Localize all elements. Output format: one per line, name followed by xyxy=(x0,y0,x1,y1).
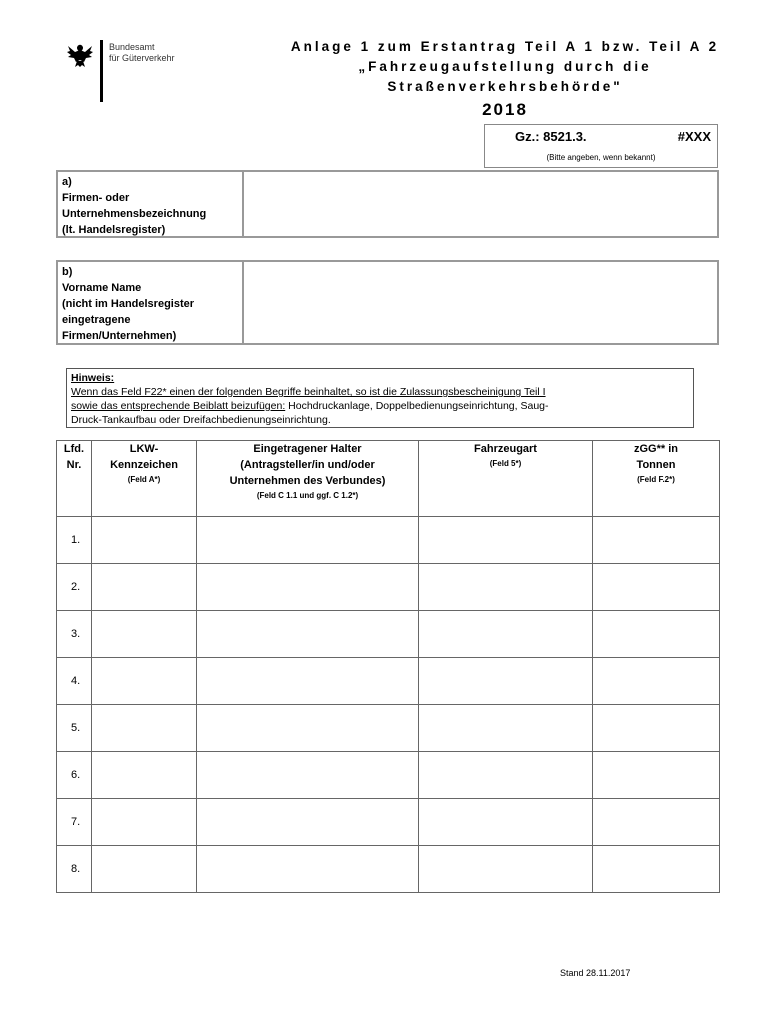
col-header-holder xyxy=(197,441,419,517)
col-header-vehicle-type xyxy=(419,441,593,517)
row-number: 3. xyxy=(57,611,92,658)
holder-cell[interactable] xyxy=(197,799,419,846)
table-row xyxy=(57,846,720,893)
company-name-field[interactable] xyxy=(244,172,717,236)
vehicle-type-cell[interactable] xyxy=(419,705,593,752)
plate-cell[interactable] xyxy=(92,564,197,611)
notice-title: Hinweis: xyxy=(71,372,115,384)
notice-line-3: Druck-Tankaufbau oder Dreifachbedienungseinrichtung. xyxy=(71,414,331,426)
holder-cell[interactable] xyxy=(197,611,419,658)
vehicle-type-cell[interactable] xyxy=(419,752,593,799)
header-line: LKW- xyxy=(129,443,159,455)
federal-eagle-icon xyxy=(66,40,94,68)
table-row xyxy=(57,752,720,799)
holder-cell[interactable] xyxy=(197,517,419,564)
logo-line-2: für Güterverkehr xyxy=(109,53,175,63)
notice-line-2 xyxy=(71,399,689,413)
plate-cell[interactable] xyxy=(92,799,197,846)
holder-cell[interactable] xyxy=(197,564,419,611)
holder-cell[interactable] xyxy=(197,752,419,799)
row-number: 4. xyxy=(57,658,92,705)
row-number: 8. xyxy=(57,846,92,893)
plate-cell[interactable] xyxy=(92,611,197,658)
row-number: 5. xyxy=(57,705,92,752)
header-line: Unternehmen des Verbundes) xyxy=(229,475,386,487)
company-name-section xyxy=(56,170,719,238)
label-line: (nicht im Handelsregister xyxy=(62,298,195,310)
weight-cell[interactable] xyxy=(593,799,720,846)
gz-hint: (Bitte angeben, wenn bekannt) xyxy=(546,153,656,162)
agency-logo xyxy=(66,40,206,102)
row-number: 2. xyxy=(57,564,92,611)
vehicle-type-cell[interactable] xyxy=(419,611,593,658)
notice-line-2-text: Hochdruckanlage, Doppelbedienungseinrichtung, Saug- xyxy=(285,400,549,412)
header-line: (Antragsteller/in und/oder xyxy=(240,459,375,471)
header-line: Eingetragener Halter xyxy=(253,443,362,455)
title-line-3: Straßenverkehrsbehörde" xyxy=(387,79,623,94)
vehicle-table xyxy=(56,440,720,893)
notice-line-2-underlined: sowie das entsprechende Beiblatt beizufügen: xyxy=(71,400,286,412)
header-line: Nr. xyxy=(66,459,82,471)
logo-text xyxy=(109,42,175,64)
plate-cell[interactable] xyxy=(92,517,197,564)
label-line: a) xyxy=(62,176,72,188)
table-row xyxy=(57,705,720,752)
holder-cell[interactable] xyxy=(197,846,419,893)
weight-cell[interactable] xyxy=(593,517,720,564)
table-row xyxy=(57,658,720,705)
table-row xyxy=(57,799,720,846)
document-title xyxy=(285,37,725,97)
label-line: b) xyxy=(62,266,73,278)
person-name-field[interactable] xyxy=(244,262,717,343)
gz-number-field[interactable]: #XXX xyxy=(677,129,711,144)
revision-date: Stand 28.11.2017 xyxy=(560,968,631,978)
weight-cell[interactable] xyxy=(593,705,720,752)
person-name-section xyxy=(56,260,719,345)
vehicle-type-cell[interactable] xyxy=(419,517,593,564)
header-line: Lfd. xyxy=(63,443,85,455)
row-number: 1. xyxy=(57,517,92,564)
col-header-number xyxy=(57,441,92,517)
header-sub: (Feld F.2*) xyxy=(637,475,675,484)
holder-cell[interactable] xyxy=(197,705,419,752)
col-header-plate xyxy=(92,441,197,517)
holder-cell[interactable] xyxy=(197,658,419,705)
label-line: Firmen/Unternehmen) xyxy=(62,330,177,342)
title-line-1: Anlage 1 zum Erstantrag Teil A 1 bzw. Teil A 2 xyxy=(290,39,720,54)
vehicle-type-cell[interactable] xyxy=(419,564,593,611)
header-sub: (Feld C 1.1 und ggf. C 1.2*) xyxy=(256,491,359,500)
gz-label: Gz.: 8521.3. xyxy=(515,129,587,144)
table-row xyxy=(57,564,720,611)
weight-cell[interactable] xyxy=(593,564,720,611)
row-number: 6. xyxy=(57,752,92,799)
label-line: Unternehmensbezeichnung xyxy=(62,208,207,220)
company-name-label xyxy=(58,172,244,236)
logo-line-1: Bundesamt xyxy=(109,42,155,52)
table-row xyxy=(57,517,720,564)
weight-cell[interactable] xyxy=(593,752,720,799)
table-row xyxy=(57,611,720,658)
weight-cell[interactable] xyxy=(593,611,720,658)
title-line-2: „Fahrzeugaufstellung durch die xyxy=(358,59,652,74)
header-line: Fahrzeugart xyxy=(474,443,537,455)
header-line: Kennzeichen xyxy=(110,459,178,471)
label-line: Vorname Name xyxy=(62,282,142,294)
vehicle-type-cell[interactable] xyxy=(419,846,593,893)
plate-cell[interactable] xyxy=(92,846,197,893)
vehicle-type-cell[interactable] xyxy=(419,799,593,846)
plate-cell[interactable] xyxy=(92,658,197,705)
plate-cell[interactable] xyxy=(92,705,197,752)
weight-cell[interactable] xyxy=(593,846,720,893)
document-year: 2018 xyxy=(482,100,528,119)
header-line: zGG** in xyxy=(633,443,678,455)
label-line: (lt. Handelsregister) xyxy=(62,224,166,236)
notice-line-1: Wenn das Feld F22* einen der folgenden Begriffe beinhaltet, so ist die Zulassungsbescheinigung Teil I xyxy=(71,386,546,398)
table-header-row xyxy=(57,441,720,517)
header-sub: (Feld 5*) xyxy=(489,459,522,468)
notice-box xyxy=(66,368,694,428)
header-line: Tonnen xyxy=(636,459,676,471)
col-header-weight xyxy=(593,441,720,517)
header-sub: (Feld A*) xyxy=(127,475,161,484)
weight-cell[interactable] xyxy=(593,658,720,705)
vehicle-type-cell[interactable] xyxy=(419,658,593,705)
person-name-label xyxy=(58,262,244,343)
row-number: 7. xyxy=(57,799,92,846)
label-line: eingetragene xyxy=(62,314,131,326)
plate-cell[interactable] xyxy=(92,752,197,799)
logo-divider xyxy=(100,40,103,102)
label-line: Firmen- oder xyxy=(62,192,130,204)
gz-reference-box[interactable] xyxy=(484,124,718,168)
